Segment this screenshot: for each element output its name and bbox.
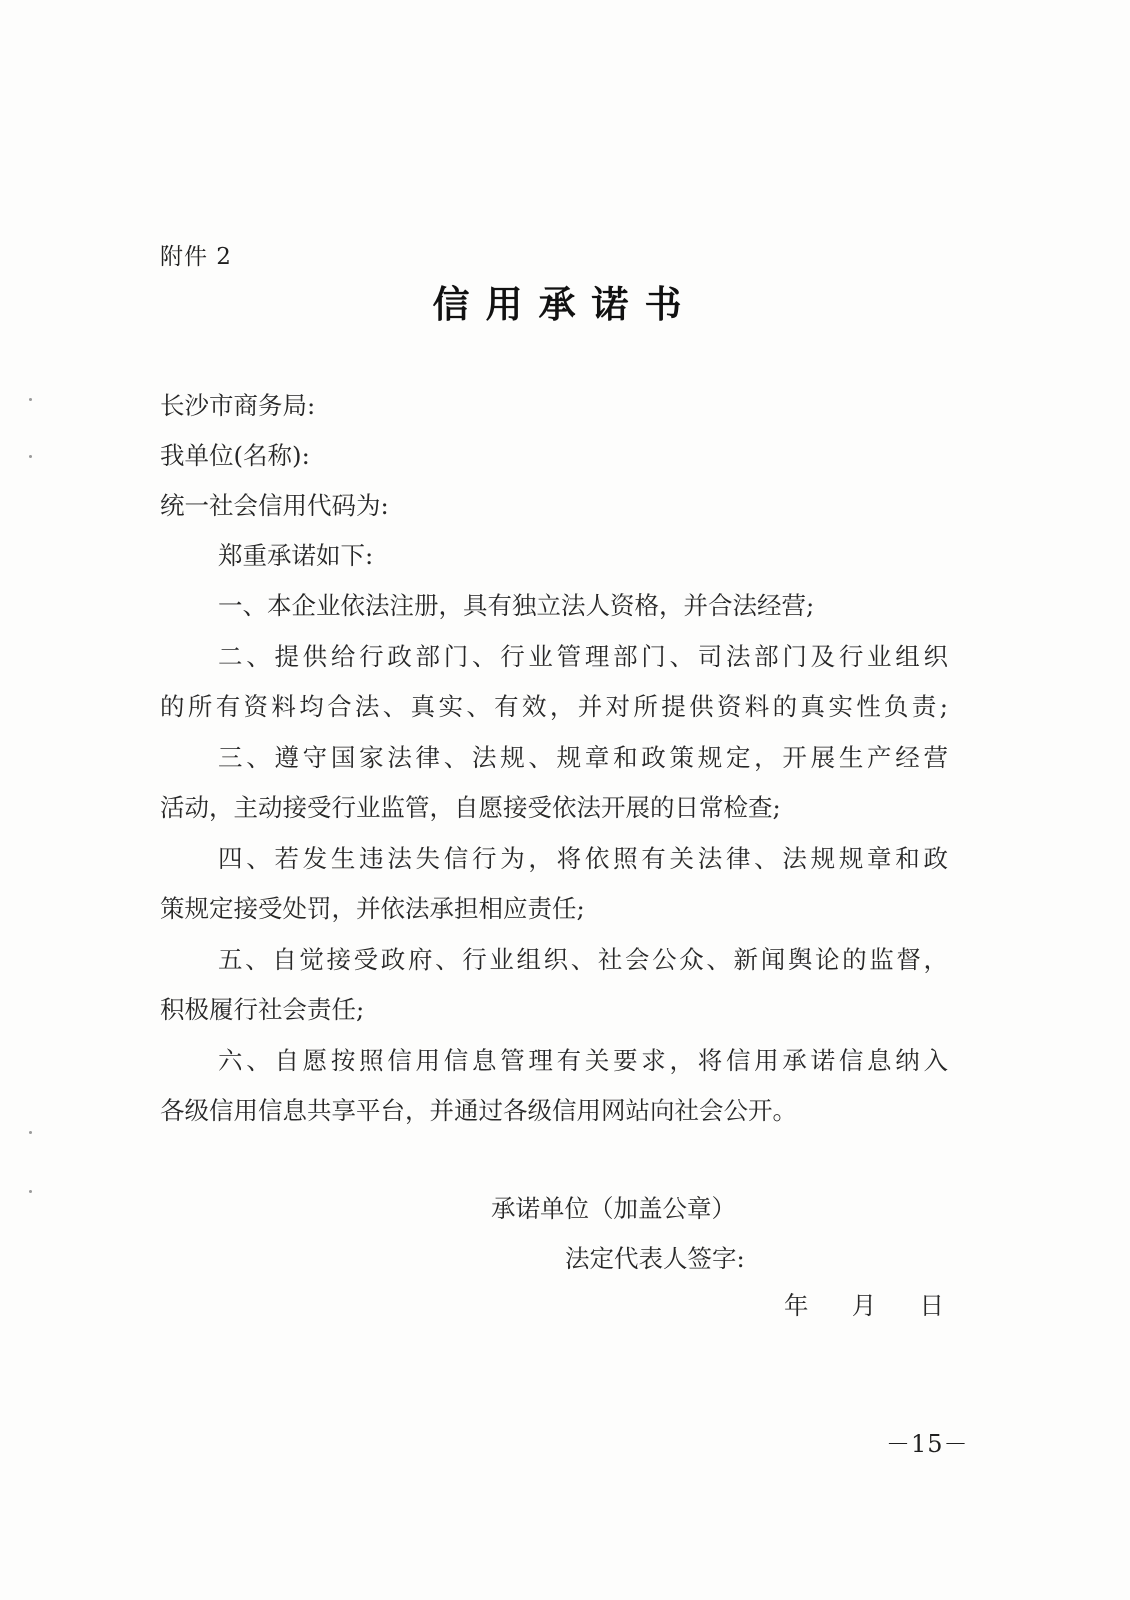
scan-speck — [29, 1131, 32, 1134]
attachment-label: 附件 2 — [160, 244, 232, 270]
commitment-item-4-line-2: 策规定接受处罚，并依法承担相应责任; — [160, 894, 585, 923]
commitment-item-5-line-1: 五、自觉接受政府、行业组织、社会公众、新闻舆论的监督， — [218, 945, 948, 974]
commitment-item-3-line-1: 三、遵守国家法律、法规、规章和政策规定，开展生产经营 — [218, 743, 948, 772]
commitment-item-2-line-2: 的所有资料均合法、真实、有效，并对所提供资料的真实性负责; — [160, 692, 948, 721]
commitment-intro: 郑重承诺如下: — [218, 541, 374, 570]
commitment-item-1: 一、本企业依法注册，具有独立法人资格，并合法经营; — [218, 591, 815, 620]
unit-name-label: 我单位(名称): — [160, 441, 310, 470]
commitment-item-2-line-1: 二、提供给行政部门、行业管理部门、司法部门及行业组织 — [218, 642, 948, 671]
date-day: 日 — [919, 1291, 944, 1320]
date-row — [784, 1289, 944, 1323]
credit-code-label: 统一社会信用代码为: — [160, 491, 389, 520]
document-title: 信用承诺书 — [432, 282, 698, 326]
scan-speck — [29, 1190, 32, 1193]
commitment-item-6-line-2: 各级信用信息共享平台，并通过各级信用网站向社会公开。 — [160, 1096, 797, 1125]
scan-speck — [29, 455, 32, 458]
commitment-item-3-line-2: 活动，主动接受行业监管，自愿接受依法开展的日常检查; — [160, 793, 781, 822]
date-year: 年 — [784, 1291, 809, 1320]
page-number: －15－ — [886, 1430, 969, 1458]
commitment-item-4-line-1: 四、若发生违法失信行为，将依照有关法律、法规规章和政 — [218, 844, 948, 873]
date-month: 月 — [851, 1291, 877, 1320]
signing-unit-label: 承诺单位（加盖公章） — [491, 1194, 736, 1223]
addressee: 长沙市商务局: — [160, 391, 316, 420]
legal-representative-label: 法定代表人签字: — [565, 1244, 745, 1273]
scan-speck — [29, 398, 32, 401]
commitment-item-6-line-1: 六、自愿按照信用信息管理有关要求，将信用承诺信息纳入 — [218, 1046, 948, 1075]
commitment-item-5-line-2: 积极履行社会责任; — [160, 995, 365, 1024]
